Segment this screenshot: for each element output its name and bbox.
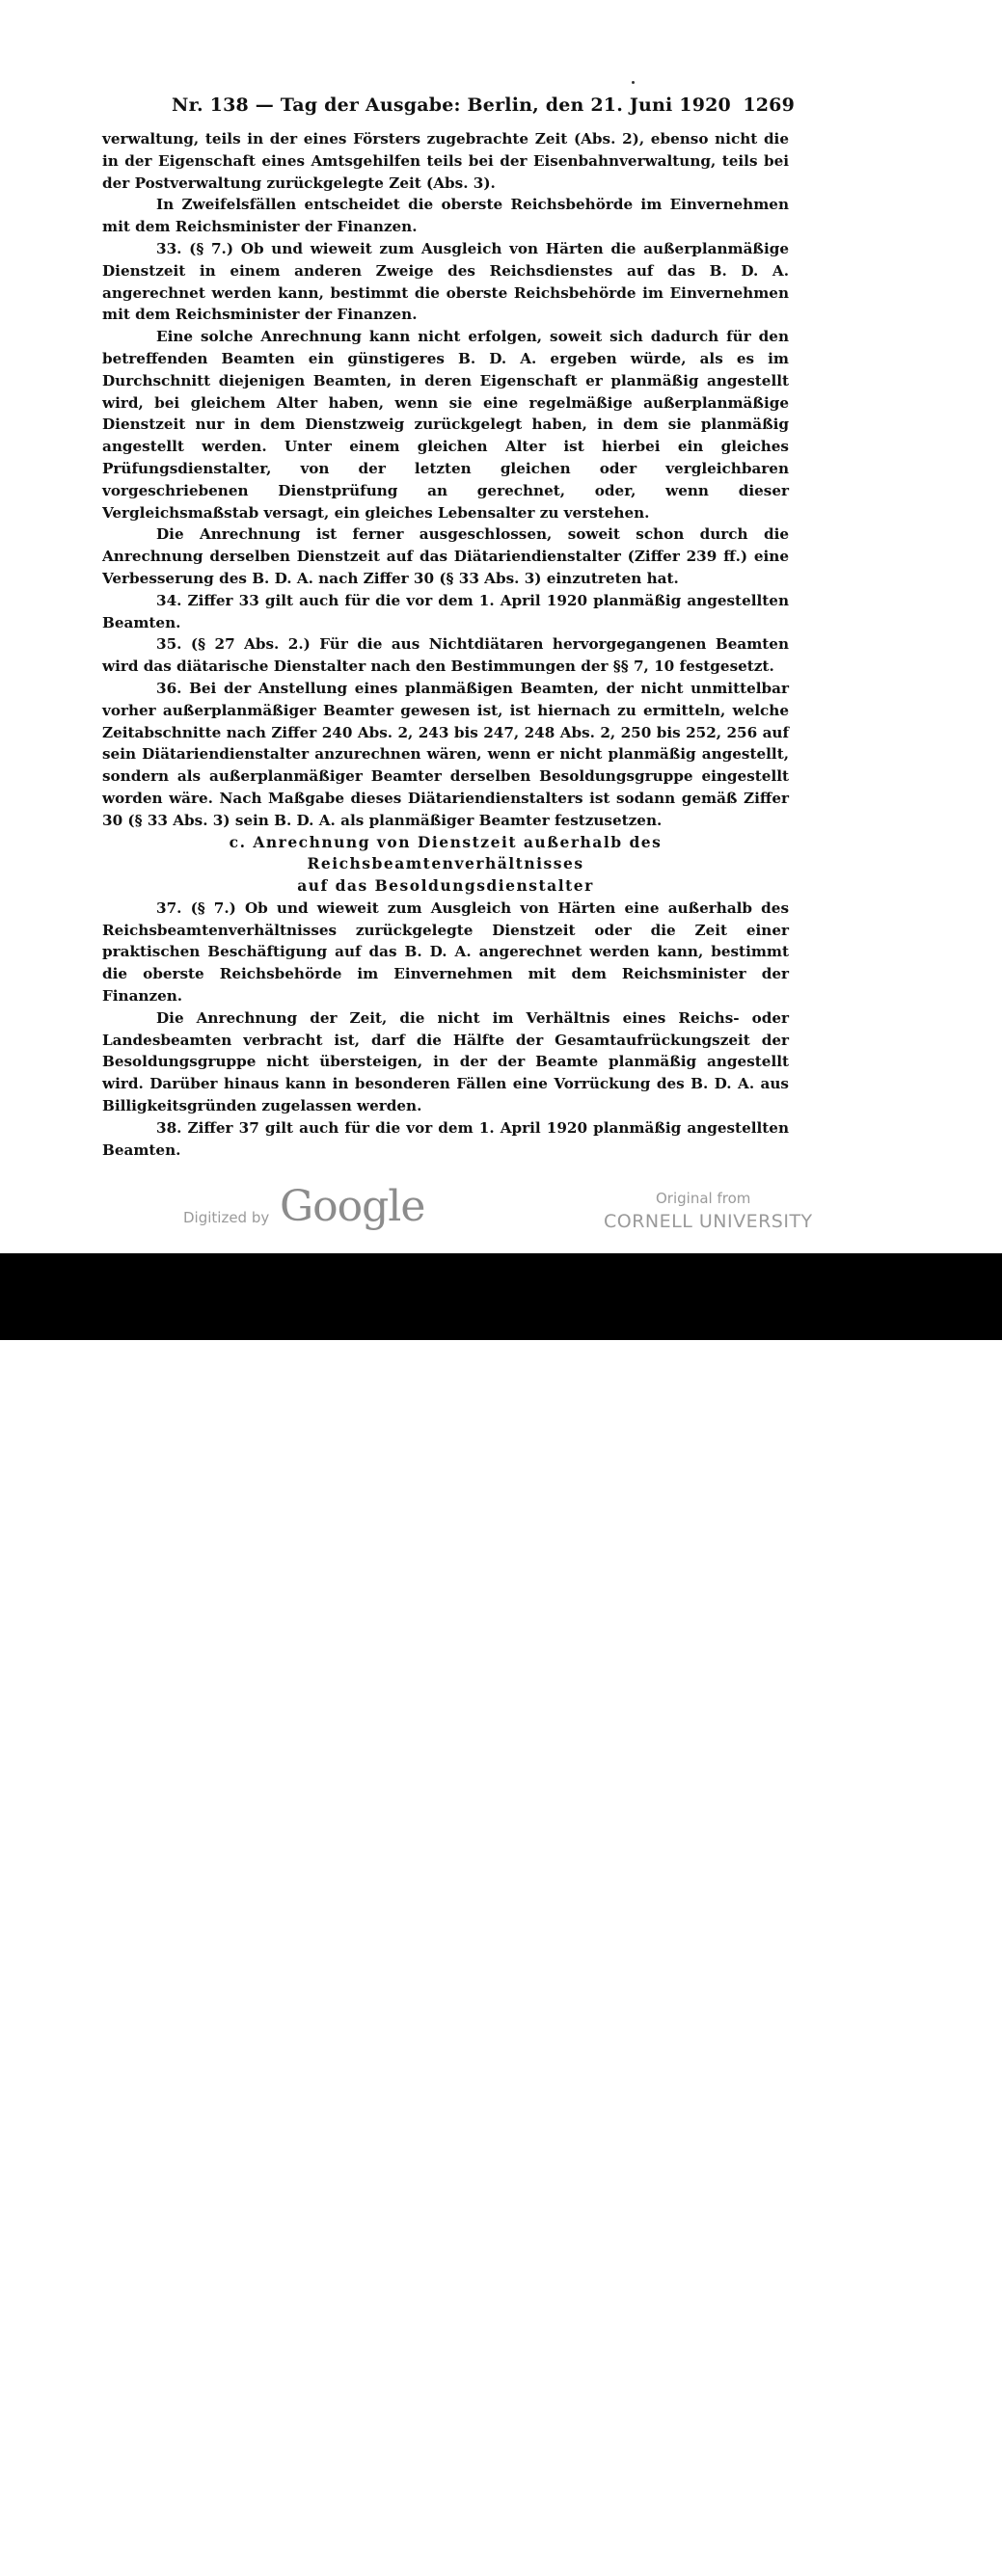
paragraph-34: 34. Ziffer 33 gilt auch für die vor dem 1. April 1920 planmäßig angestellten Beamten. — [102, 591, 789, 631]
site-url: www.alamy.com — [847, 2553, 971, 2571]
paragraph-33: 33. (§ 7.) Ob und wieweit zum Ausgleich von Härten die außerplanmäßige Dienstzeit in einem anderen Zweige des Reichsdienstes auf das B. D. A. angerechnet werden kann, bestimmt die oberste Reichsbehörde im Einvernehmen mit dem Reichsminister der Finanzen. — [102, 239, 789, 324]
alamy-logo: alamy — [29, 2518, 195, 2576]
paragraph: Die Anrechnung ist ferner ausgeschlossen, soweit schon durch die Anrechnung derselben Dienstzeit auf das Diätariendienstalter (Ziffer 239 ff.) eine Verbesserung des B. D. A. nach Ziffer 30 (§ 33 Abs. 3) einzutreten hat. — [102, 525, 789, 587]
paragraph: In Zweifelsfällen entscheidet die oberste Reichsbehörde im Einvernehmen mit dem Reichsminister der Finanzen. — [102, 196, 789, 236]
section-heading: c. Anrechnung von Dienstzeit außerhalb des Reichsbeamtenverhältnisses auf das Besoldungsdienstalter — [229, 832, 663, 896]
paragraph-35: 35. (§ 27 Abs. 2.) Für die aus Nichtdiätaren hervorgegangenen Beamten wird das diätarische Dienstalter nach den Bestimmungen der §§ 7, 10 festgesetzt. — [102, 635, 789, 676]
image-id-block — [847, 2528, 971, 2574]
paragraph: Die Anrechnung der Zeit, die nicht im Verhältnis eines Reichs- oder Landesbeamten verbracht ist, darf die Hälfte der Gesamtaufrückungszeit der Besoldungsgruppe nicht übersteigen, in der der Beamte planmäßig angestellt wird. Darüber hinaus kann in besonderen Fällen eine Vorrückung des B. D. A. aus Billigkeitsgründen zugelassen werden. — [102, 1008, 789, 1115]
digitized-by-label: Digitized by — [183, 1209, 270, 1226]
google-logo: Google — [280, 1182, 425, 1231]
watermark-bar — [0, 1253, 1002, 2576]
original-from-label: Original from — [656, 1190, 751, 1207]
page-number: 1269 — [743, 94, 795, 116]
paragraph: Eine solche Anrechnung kann nicht erfolgen, soweit sich dadurch für den betreffenden Beamten ein günstigeres B. D. A. ergeben würde, als es im Durchschnitt diejenigen Beamten, in deren Eigenschaft er planmäßig angestellt wird, bei gleichem Alter haben, wenn sie eine regelmäßige außerplanmäßige Dienstzeit nur in dem Dienstzweig zurückgelegt haben, in dem sie planmäßig angestellt werden. Unter einem gleichen Alter ist hierbei ein gleiches Prüfungsdienstalter, von der letzten gleichen oder vergleichbaren vorgeschriebenen Dienstprüfung an gerechnet, oder, wenn dieser Vergleichsmaßstab versagt, ein gleiches Lebensalter zu verstehen. — [102, 328, 789, 522]
paragraph: verwaltung, teils in der eines Försters zugebrachte Zeit (Abs. 2), ebenso nicht die in der Eigenschaft eines Amtsgehilfen teils bei der Eisenbahnverwaltung, teils bei der Postverwaltung zurückgelegte Zeit (Abs. 3). — [102, 130, 789, 192]
image-id: P9XHM0 — [907, 2530, 971, 2548]
paragraph-38: 38. Ziffer 37 gilt auch für die vor dem 1. April 1920 planmäßig angestellten Beamten. — [102, 1118, 789, 1159]
paragraph-36: 36. Bei der Anstellung eines planmäßigen Beamten, der nicht unmittelbar vorher außerplanmäßiger Beamter gewesen ist, ist hiernach zu ermitteln, welche Zeitabschnitte nach Ziffer 240 Abs. 2, 243 bis 247, 248 Abs. 2, 250 bis 252, 256 auf sein Diätariendienstalter anzurechnen wären, wenn er nicht planmäßig angestellt, sondern als außerplanmäßiger Beamter derselben Besoldungsgruppe eingestellt worden wäre. Nach Maßgabe dieses Diätariendienstalters ist sodann gemäß Ziffer 30 (§ 33 Abs. 3) sein B. D. A. als planmäßiger Beamter festzusetzen. — [102, 679, 789, 829]
document-body — [102, 128, 789, 1161]
header-text: Nr. 138 — Tag der Ausgabe: Berlin, den 21. Juni 1920 — [172, 94, 731, 116]
scanned-page — [0, 0, 1002, 1253]
paragraph-37: 37. (§ 7.) Ob und wieweit zum Ausgleich von Härten eine außerhalb des Reichsbeamtenverhältnisses zurückgelegte Dienstzeit oder die Zeit einer praktischen Beschäftigung auf das B. D. A. angerechnet werden kann, bestimmt die oberste Reichsbehörde im Einvernehmen mit dem Reichsminister der Finanzen. — [102, 899, 789, 1006]
running-header — [172, 94, 795, 116]
institution-name: CORNELL UNIVERSITY — [604, 1211, 813, 1232]
speck — [632, 81, 635, 84]
